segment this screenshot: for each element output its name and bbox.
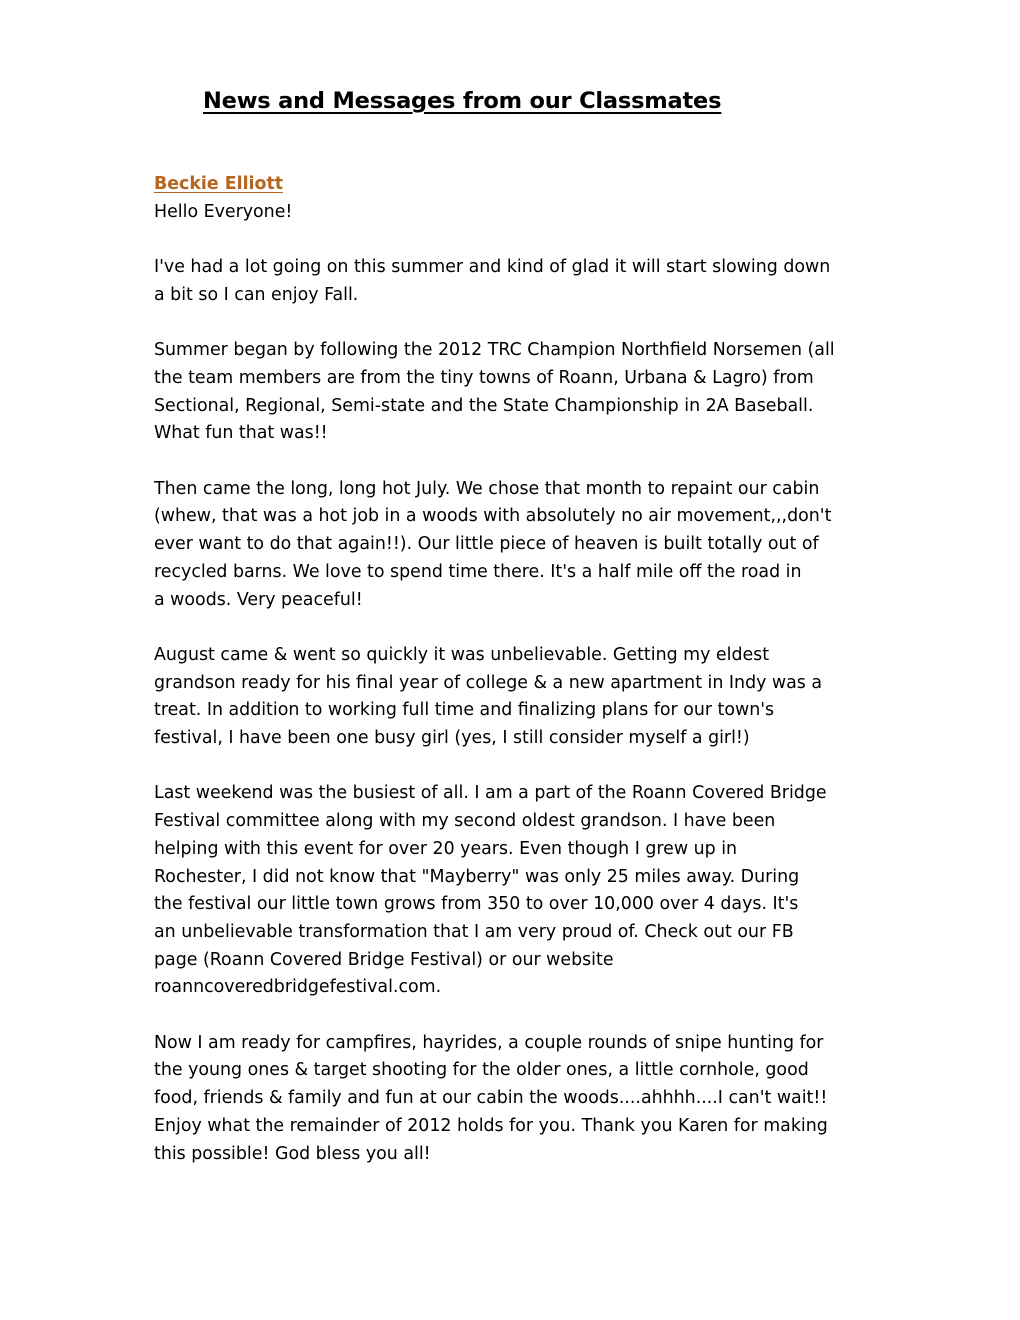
paragraph-line: August came & went so quickly it was unbelievable. Getting my eldest (154, 644, 770, 665)
paragraph-line: grandson ready for his final year of college & a new apartment in Indy was a (154, 672, 823, 693)
paragraph-line: helping with this event for over 20 years. Even though I grew up in (154, 838, 738, 859)
paragraph-2 (154, 337, 894, 448)
paragraph-line: roanncoveredbridgefestival.com. (154, 977, 442, 998)
paragraph-line: food, friends & family and fun at our cabin the woods....ahhhh....I can't wait!! (154, 1088, 828, 1109)
paragraph-line: this possible! God bless you all! (154, 1143, 431, 1164)
message-body (154, 171, 894, 1196)
paragraph-line: a bit so I can enjoy Fall. (154, 284, 359, 305)
paragraph-line: an unbelievable transformation that I am very proud of. Check out our FB (154, 921, 794, 942)
paragraph-5 (154, 780, 894, 1002)
paragraph-line: Now I am ready for campfires, hayrides, a couple rounds of snipe hunting for (154, 1032, 824, 1053)
paragraph-line: ever want to do that again!!). Our little piece of heaven is built totally out of (154, 534, 819, 555)
paragraph-1 (154, 254, 894, 309)
paragraph-line: What fun that was!! (154, 423, 328, 444)
paragraph-6 (154, 1030, 894, 1169)
paragraph-line: a woods. Very peaceful! (154, 589, 363, 610)
paragraph-line: Enjoy what the remainder of 2012 holds for you. Thank you Karen for making (154, 1115, 828, 1136)
paragraph-line: recycled barns. We love to spend time there. It's a half mile off the road in (154, 561, 802, 582)
paragraph-line: the young ones & target shooting for the older ones, a little cornhole, good (154, 1060, 809, 1081)
paragraph-line: Summer began by following the 2012 TRC Champion Northfield Norsemen (all (154, 340, 835, 361)
paragraph-3 (154, 476, 894, 615)
paragraph-line: the festival our little town grows from 350 to over 10,000 over 4 days. It's (154, 894, 799, 915)
paragraph-line: I've had a lot going on this summer and kind of glad it will start slowing down (154, 257, 831, 278)
paragraph-line: Rochester, I did not know that "Mayberry" was only 25 miles away. During (154, 866, 800, 887)
paragraph-line: Last weekend was the busiest of all. I am a part of the Roann Covered Bridge (154, 783, 827, 804)
paragraph-line: Sectional, Regional, Semi-state and the State Championship in 2A Baseball. (154, 395, 814, 416)
author-name: Beckie Elliott (154, 174, 284, 194)
page-title: News and Messages from our Classmates (203, 88, 722, 114)
greeting: Hello Everyone! (154, 201, 293, 222)
paragraph-line: treat. In addition to working full time and finalizing plans for our town's (154, 700, 775, 721)
paragraph-line: Then came the long, long hot July. We chose that month to repaint our cabin (154, 478, 820, 499)
paragraph-line: the team members are from the tiny towns of Roann, Urbana & Lagro) from (154, 367, 814, 388)
paragraph-line: Festival committee along with my second oldest grandson. I have been (154, 811, 776, 832)
paragraph-line: festival, I have been one busy girl (yes, I still consider myself a girl!) (154, 728, 750, 748)
paragraph-line: page (Roann Covered Bridge Festival) or our website (154, 949, 614, 970)
paragraph-line: (whew, that was a hot job in a woods with absolutely no air movement,,,don't (154, 506, 832, 527)
paragraph-4 (154, 642, 894, 753)
